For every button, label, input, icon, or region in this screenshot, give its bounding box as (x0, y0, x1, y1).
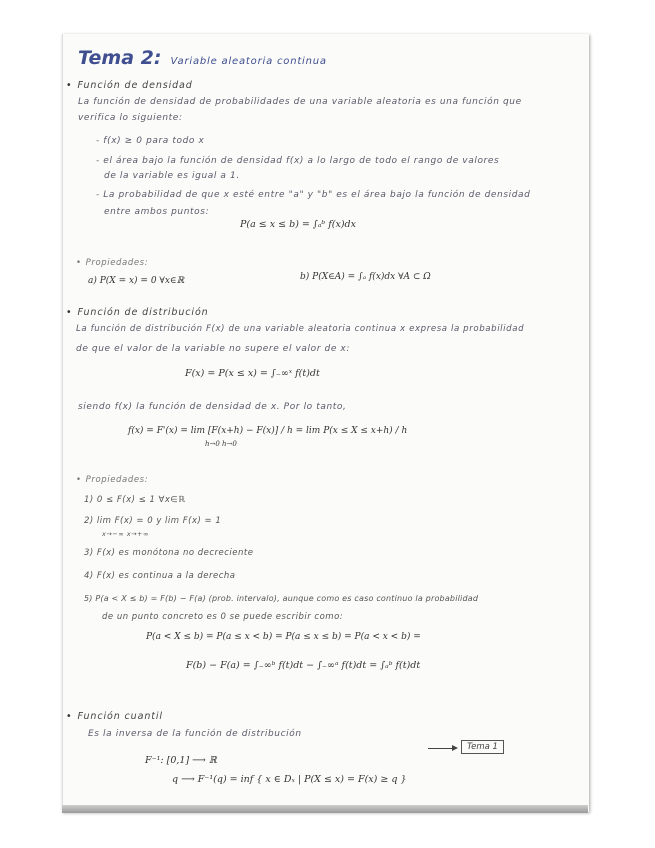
densidad-prop-a: a) P(X = x) = 0 ∀x∈ℝ (88, 276, 185, 286)
cuantil-line: Es la inversa de la función de distribución (88, 729, 302, 739)
distribucion-prop-2: 2) lim F(x) = 0 y lim F(x) = 1 (84, 516, 222, 526)
densidad-line-1: La función de densidad de probabilidades de una variable aleatoria es una función que (78, 97, 522, 107)
densidad-formula: P(a ≤ x ≤ b) = ∫ₐᵇ f(x)dx (240, 219, 356, 230)
distribucion-formula-2: f(x) = F'(x) = lim [F(x+h) − F(x)] / h = lim P(x ≤ X ≤ x+h) / h (128, 426, 408, 436)
reference-box: Tema 1 (461, 740, 504, 754)
distribucion-formula-4: F(b) − F(a) = ∫₋∞ᵇ f(t)dt − ∫₋∞ᵃ f(t)dt = ∫ₐᵇ f(t)dt (186, 660, 421, 671)
page-title (78, 47, 327, 69)
distribucion-text-2: siendo f(x) la función de densidad de x. Por lo tanto, (78, 402, 347, 412)
cuantil-formula-2: q ⟶ F⁻¹(q) = inf { x ∈ Dₓ | P(X ≤ x) = F(x) ≥ q } (172, 774, 407, 785)
densidad-bullet-1: - f(x) ≥ 0 para todo x (96, 136, 205, 146)
distribucion-prop-5: 5) P(a < X ≤ b) = F(b) − F(a) (prob. intervalo), aunque como es caso continuo la probabilidad (84, 594, 479, 603)
distribucion-prop-3: 3) F(x) es monótona no decreciente (84, 548, 254, 558)
distribucion-formula-3: P(a < X ≤ b) = P(a ≤ x < b) = P(a ≤ x ≤ b) = P(a < x < b) = (146, 632, 421, 642)
distribucion-prop-5b: de un punto concreto es 0 se puede escribir como: (102, 612, 344, 622)
distribucion-line-1: La función de distribución F(x) de una variable aleatoria continua x expresa la probabilidad (76, 324, 525, 334)
distribucion-props-heading: • Propiedades: (76, 475, 148, 485)
distribucion-prop-4: 4) F(x) es continua a la derecha (84, 571, 236, 581)
distribucion-line-2: de que el valor de la variable no supere el valor de x: (76, 344, 350, 354)
densidad-props-heading: • Propiedades: (76, 258, 148, 268)
densidad-line-2: verifica lo siguiente: (78, 113, 183, 123)
title-subtitle: Variable aleatoria continua (170, 56, 327, 67)
densidad-bullet-3b: entre ambos puntos: (104, 207, 210, 217)
densidad-bullet-3: - La probabilidad de que x esté entre "a" y "b" es el área bajo la función de densidad (96, 190, 531, 200)
distribucion-prop-1: 1) 0 ≤ F(x) ≤ 1 ∀x∈ℝ (84, 495, 186, 505)
title-main: Tema 2: (78, 47, 162, 69)
cuantil-formula-1: F⁻¹: [0,1] ⟶ ℝ (145, 755, 217, 766)
section-heading-densidad: • Función de densidad (66, 80, 193, 91)
densidad-bullet-2: - el área bajo la función de densidad f(x) a lo largo de todo el rango de valores (96, 156, 500, 166)
notebook-page (62, 34, 589, 812)
densidad-prop-b: b) P(X∈A) = ∫ₐ f(x)dx ∀A ⊂ Ω (300, 272, 431, 282)
page-edge (62, 805, 588, 813)
distribucion-formula-1: F(x) = P(x ≤ x) = ∫₋∞ˣ f(t)dt (185, 368, 320, 379)
densidad-bullet-2b: de la variable es igual a 1. (104, 171, 240, 181)
section-heading-cuantil: • Función cuantil (66, 711, 163, 722)
arrow-right-icon (452, 745, 458, 751)
distribucion-formula-2-sub: h→0 h→0 (205, 440, 237, 448)
distribucion-prop-2-sub: x→−∞ x→+∞ (102, 530, 149, 538)
section-heading-distribucion: • Función de distribución (66, 307, 209, 318)
